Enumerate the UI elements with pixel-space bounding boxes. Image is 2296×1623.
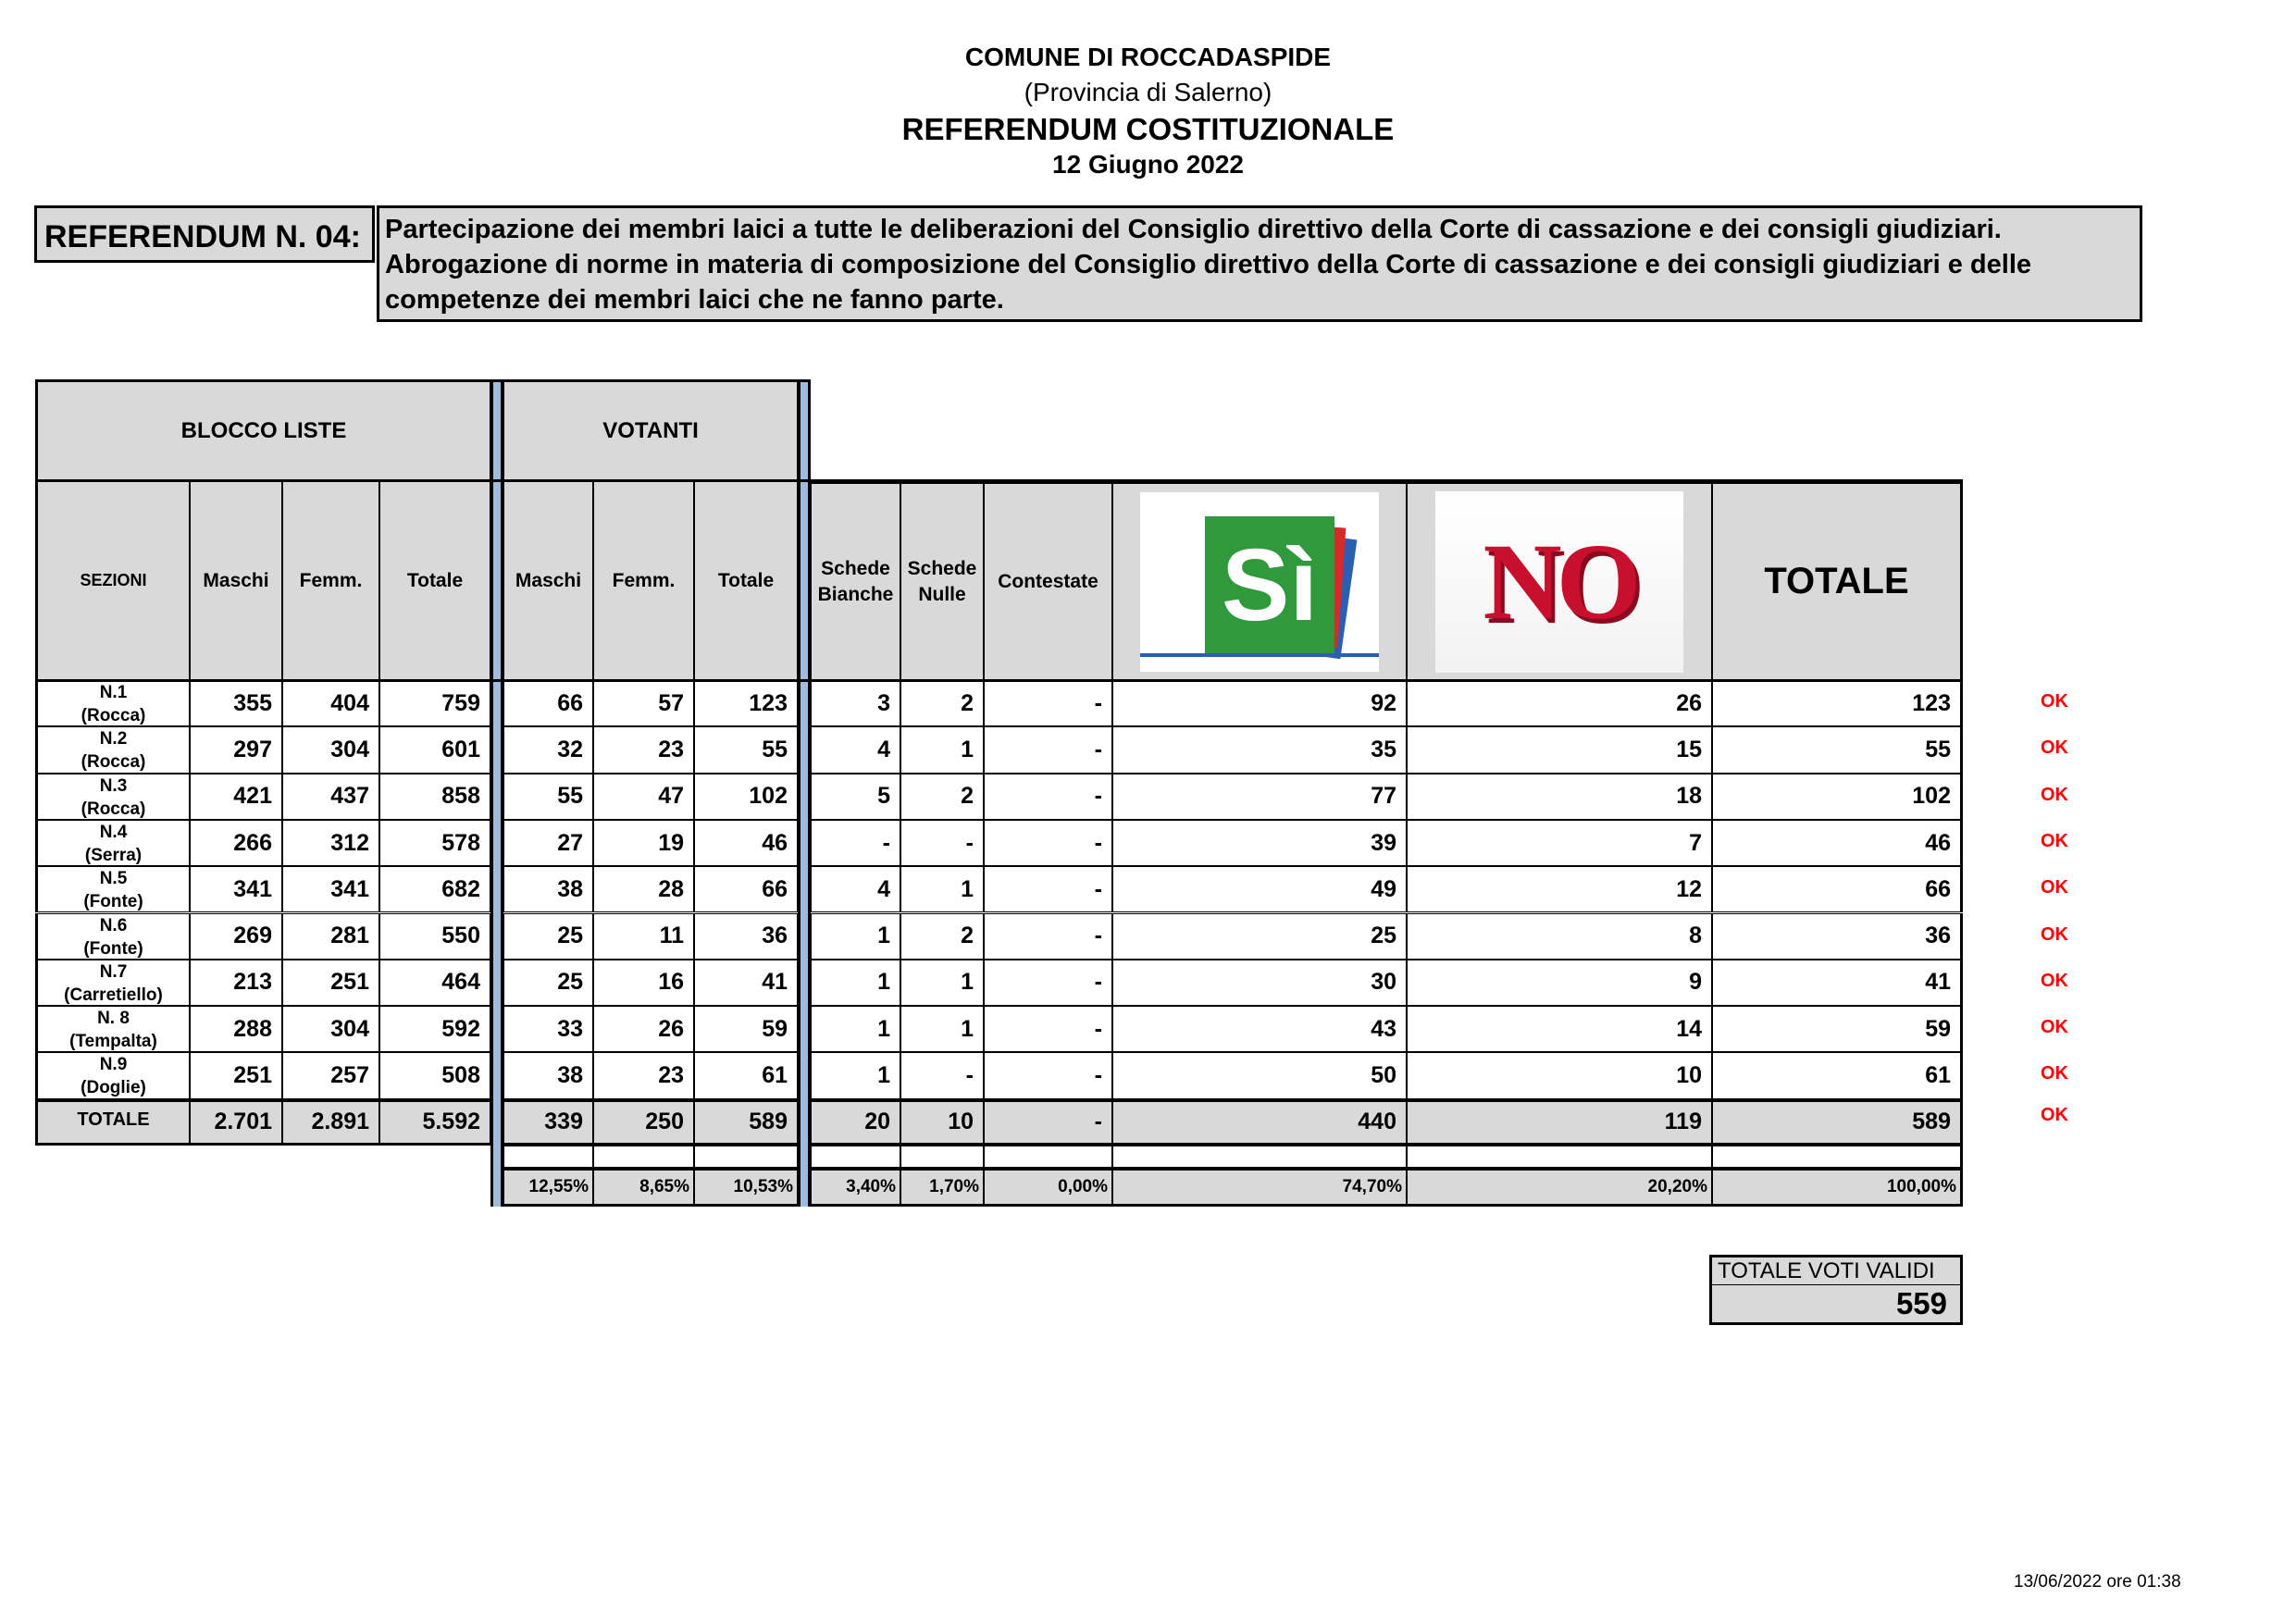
header-votanti-totale: Totale: [694, 481, 798, 680]
row-3-bf: 437: [282, 774, 379, 820]
separator-blocco-votanti: [490, 379, 503, 1207]
row-8-bm: 288: [190, 1006, 282, 1052]
bottom-border-header: [35, 679, 1963, 682]
row-4-vf: 19: [593, 820, 694, 866]
header-sezioni: SEZIONI: [35, 481, 190, 680]
referendum-description-line-1: Partecipazione dei membri laici a tutte le deliberazioni del Consiglio direttivo della Corte di cassazione e dei consigli giudiziari.: [385, 215, 2002, 244]
row-3-bm: 421: [190, 774, 282, 820]
row-6-vf: 11: [593, 913, 694, 960]
row-5-bt: 682: [379, 866, 490, 912]
header-schede-nulle-l2: Nulle: [918, 583, 966, 605]
row-7-sezione-num: N.7: [99, 961, 128, 982]
percent-vf: 8,65%: [593, 1170, 694, 1207]
row-6-bm: 269: [190, 913, 282, 960]
row-9-tot: 61: [1712, 1052, 1963, 1098]
row-9-sn: -: [900, 1052, 984, 1098]
row-4-co: -: [984, 820, 1112, 866]
row-5-sezione-loc: (Fonte): [83, 892, 143, 912]
si-logo-green-card: [1205, 516, 1334, 655]
row-1-sb: 3: [811, 680, 900, 726]
referendum-label: REFERENDUM N. 04:: [34, 205, 375, 263]
row-9-sezione-num: N.9: [99, 1055, 128, 1075]
row-3-sn: 2: [900, 774, 984, 820]
row-3-si: 77: [1112, 774, 1407, 820]
row-9-sezione: [35, 1052, 190, 1098]
row-8-ok: OK: [2041, 1017, 2068, 1038]
totale-bt: 5.592: [379, 1099, 490, 1146]
header-votanti-maschi: Maschi: [503, 481, 593, 680]
row-3-vm: 55: [503, 774, 593, 820]
row-1-no: 26: [1407, 680, 1712, 726]
row-7-bt: 464: [379, 960, 490, 1006]
row-6-ok: OK: [2041, 923, 2068, 945]
row-6-no: 8: [1407, 913, 1712, 960]
document-title: REFERENDUM COSTITUZIONALE: [901, 112, 1395, 146]
header-schede-bianche-l2: Bianche: [817, 583, 894, 605]
group-header-blocco-liste: BLOCCO LISTE: [35, 379, 490, 481]
no-logo-icon: [1435, 491, 1683, 673]
row-9-si: 50: [1112, 1052, 1407, 1098]
row-2-sezione: [35, 726, 190, 773]
row-9-vm: 38: [503, 1052, 593, 1098]
row-8-vf: 26: [593, 1006, 694, 1052]
row-6-vt: 36: [694, 913, 798, 960]
row-1-vt: 123: [694, 680, 798, 726]
row-2-ok: OK: [2041, 737, 2068, 759]
row-5-sn: 1: [900, 866, 984, 912]
row-8-tot: 59: [1712, 1006, 1963, 1052]
spacer-vt: [694, 1146, 798, 1170]
row-1-tot: 123: [1712, 680, 1963, 726]
referendum-description-line-2: Abrogazione di norme in materia di composizione del Consiglio direttivo della Corte di cassazione e dei consigli giudiziari e delle: [385, 250, 2032, 279]
row-1-vf: 57: [593, 680, 694, 726]
row-8-sb: 1: [811, 1006, 900, 1052]
row-5-vf: 28: [593, 866, 694, 912]
row-5-sb: 4: [811, 866, 900, 912]
header-si-logo: [1112, 481, 1407, 680]
row-7-vt: 41: [694, 960, 798, 1006]
row-9-ok: OK: [2041, 1063, 2068, 1084]
comune-title: COMUNE DI ROCCADASPIDE: [964, 43, 1332, 71]
mid-border-header: [35, 479, 811, 482]
row-4-si: 39: [1112, 820, 1407, 866]
timestamp: 13/06/2022 ore 01:38: [2014, 1572, 2181, 1592]
row-6-sezione-loc: (Fonte): [83, 938, 143, 959]
row-6-bf: 281: [282, 913, 379, 960]
header-schede-nulle: [900, 481, 984, 680]
row-4-bm: 266: [190, 820, 282, 866]
row-1-ok: OK: [2041, 691, 2068, 712]
row-5-no: 12: [1407, 866, 1712, 912]
row-8-sezione-num: N. 8: [97, 1009, 130, 1029]
row-9-bf: 257: [282, 1052, 379, 1098]
totale-ok: OK: [2041, 1104, 2068, 1125]
row-7-sezione-loc: (Carretiello): [64, 985, 163, 1005]
row-9-sb: 1: [811, 1052, 900, 1098]
percent-sn: 1,70%: [900, 1170, 984, 1207]
referendum-description: [377, 205, 2142, 322]
totale-vt: 589: [694, 1099, 798, 1146]
row-6-bt: 550: [379, 913, 490, 960]
top-border-header: [811, 479, 1963, 482]
row-4-bt: 578: [379, 820, 490, 866]
row-8-si: 43: [1112, 1006, 1407, 1052]
si-logo-text: Sì: [1222, 527, 1318, 642]
row-3-no: 18: [1407, 774, 1712, 820]
row-7-co: -: [984, 960, 1112, 1006]
totale-si: 440: [1112, 1099, 1407, 1146]
row-2-sezione-num: N.2: [99, 729, 128, 750]
row-6-co: -: [984, 913, 1112, 960]
row-6-vm: 25: [503, 913, 593, 960]
row-3-vf: 47: [593, 774, 694, 820]
spacer-sb: [811, 1146, 900, 1170]
row-4-sezione: [35, 820, 190, 866]
row-6-si: 25: [1112, 913, 1407, 960]
row-1-co: -: [984, 680, 1112, 726]
row-1-sn: 2: [900, 680, 984, 726]
row-1-sezione-num: N.1: [99, 683, 128, 702]
row-2-bf: 304: [282, 726, 379, 773]
row-8-bt: 592: [379, 1006, 490, 1052]
document-date: 12 Giugno 2022: [1052, 150, 1244, 179]
row-7-bf: 251: [282, 960, 379, 1006]
row-1-bt: 759: [379, 680, 490, 726]
spacer-co: [984, 1146, 1112, 1170]
row-3-sb: 5: [811, 774, 900, 820]
row-3-ok: OK: [2041, 784, 2068, 805]
row-3-tot: 102: [1712, 774, 1963, 820]
no-logo-text: NO: [1483, 520, 1636, 642]
row-2-si: 35: [1112, 726, 1407, 773]
row-4-sb: -: [811, 820, 900, 866]
row-7-si: 30: [1112, 960, 1407, 1006]
si-logo-icon: [1140, 492, 1379, 672]
row-3-vt: 102: [694, 774, 798, 820]
row-8-no: 14: [1407, 1006, 1712, 1052]
row-1-vm: 66: [503, 680, 593, 726]
totale-sn: 10: [900, 1099, 984, 1146]
row-7-sn: 1: [900, 960, 984, 1006]
row-2-sezione-loc: (Rocca): [81, 752, 146, 773]
row-8-bf: 304: [282, 1006, 379, 1052]
row-1-sezione-loc: (Rocca): [81, 706, 146, 725]
row-8-sezione-loc: (Tempalta): [69, 1032, 157, 1052]
row-5-ok: OK: [2041, 877, 2068, 898]
provincia-subtitle: (Provincia di Salerno): [1024, 78, 1272, 106]
row-4-sn: -: [900, 820, 984, 866]
row-7-ok: OK: [2041, 970, 2068, 991]
row-2-tot: 55: [1712, 726, 1963, 773]
row-4-bf: 312: [282, 820, 379, 866]
percent-vm: 12,55%: [503, 1170, 593, 1207]
totale-co: -: [984, 1099, 1112, 1146]
spacer-si: [1112, 1146, 1407, 1170]
row-8-co: -: [984, 1006, 1112, 1052]
row-5-vt: 66: [694, 866, 798, 912]
row-7-no: 9: [1407, 960, 1712, 1006]
row-2-bt: 601: [379, 726, 490, 773]
row-6-sezione: [35, 913, 190, 960]
row-8-sezione: [35, 1006, 190, 1052]
row-3-sezione-loc: (Rocca): [81, 799, 146, 819]
totale-vf: 250: [593, 1099, 694, 1146]
totale-sb: 20: [811, 1099, 900, 1146]
voti-validi-value: 559: [1709, 1284, 1963, 1325]
row-4-tot: 46: [1712, 820, 1963, 866]
row-3-co: -: [984, 774, 1112, 820]
row-4-ok: OK: [2041, 830, 2068, 851]
row-1-bf: 404: [282, 680, 379, 726]
row-5-bf: 341: [282, 866, 379, 912]
spacer-vf: [593, 1146, 694, 1170]
spacer-sn: [900, 1146, 984, 1170]
row-9-bt: 508: [379, 1052, 490, 1098]
header-schede-bianche: [811, 481, 900, 680]
row-6-sezione-num: N.6: [99, 915, 128, 935]
row-9-vf: 23: [593, 1052, 694, 1098]
row-9-bm: 251: [190, 1052, 282, 1098]
row-6-sn: 2: [900, 913, 984, 960]
row-9-no: 10: [1407, 1052, 1712, 1098]
row-9-vt: 61: [694, 1052, 798, 1098]
header-blocco-femm: Femm.: [282, 481, 379, 680]
row-5-si: 49: [1112, 866, 1407, 912]
percent-si: 74,70%: [1112, 1170, 1407, 1207]
header-blocco-totale: Totale: [379, 481, 490, 680]
voti-validi-label: TOTALE VOTI VALIDI: [1709, 1255, 1963, 1286]
row-6-sb: 1: [811, 913, 900, 960]
row-1-sezione: [35, 680, 190, 726]
row-8-sn: 1: [900, 1006, 984, 1052]
row-5-sezione-num: N.5: [99, 869, 128, 889]
row-7-sezione: [35, 960, 190, 1006]
header-schede-nulle-l1: Schede: [907, 557, 977, 579]
row-5-tot: 66: [1712, 866, 1963, 912]
percent-no: 20,20%: [1407, 1170, 1712, 1207]
row-7-sb: 1: [811, 960, 900, 1006]
percent-tot: 100,00%: [1712, 1170, 1963, 1207]
row-5-sezione: [35, 866, 190, 912]
row-5-vm: 38: [503, 866, 593, 912]
row-2-sb: 4: [811, 726, 900, 773]
row-2-vm: 32: [503, 726, 593, 773]
totale-no: 119: [1407, 1099, 1712, 1146]
row-5-co: -: [984, 866, 1112, 912]
percent-sb: 3,40%: [811, 1170, 900, 1207]
percent-co: 0,00%: [984, 1170, 1112, 1207]
row-3-sezione-num: N.3: [99, 775, 128, 796]
row-2-bm: 297: [190, 726, 282, 773]
top-border-group: [35, 379, 811, 382]
row-8-vm: 33: [503, 1006, 593, 1052]
row-1-si: 92: [1112, 680, 1407, 726]
totale-vm: 339: [503, 1099, 593, 1146]
row-7-vf: 16: [593, 960, 694, 1006]
row-3-sezione: [35, 774, 190, 820]
percent-vt: 10,53%: [694, 1170, 798, 1207]
row-2-vf: 23: [593, 726, 694, 773]
totale-bf: 2.891: [282, 1099, 379, 1146]
header-totale: TOTALE: [1712, 481, 1963, 680]
row-4-vt: 46: [694, 820, 798, 866]
row-4-sezione-loc: (Serra): [84, 845, 143, 865]
header-votanti-femm: Femm.: [593, 481, 694, 680]
header-schede-bianche-l1: Schede: [821, 557, 890, 579]
header-contestate: Contestate: [984, 481, 1112, 680]
row-9-co: -: [984, 1052, 1112, 1098]
row-4-vm: 27: [503, 820, 593, 866]
row-8-vt: 59: [694, 1006, 798, 1052]
row-5-bm: 341: [190, 866, 282, 912]
row-2-vt: 55: [694, 726, 798, 773]
spacer-tot: [1712, 1146, 1963, 1170]
header-blocco-maschi: Maschi: [190, 481, 282, 680]
si-logo-base-line: [1140, 653, 1379, 657]
totale-bm: 2.701: [190, 1099, 282, 1146]
row-7-tot: 41: [1712, 960, 1963, 1006]
group-header-votanti: VOTANTI: [503, 379, 798, 481]
row-7-vm: 25: [503, 960, 593, 1006]
totale-label: TOTALE: [35, 1099, 190, 1146]
spacer-no: [1407, 1146, 1712, 1170]
row-6-tot: 36: [1712, 913, 1963, 960]
referendum-description-line-3: competenze dei membri laici che ne fanno parte.: [385, 285, 1004, 315]
row-1-bm: 355: [190, 680, 282, 726]
row-7-bm: 213: [190, 960, 282, 1006]
row-2-co: -: [984, 726, 1112, 773]
row-2-sn: 1: [900, 726, 984, 773]
totale-tot: 589: [1712, 1099, 1963, 1146]
row-2-no: 15: [1407, 726, 1712, 773]
row-3-bt: 858: [379, 774, 490, 820]
spacer-vm: [503, 1146, 593, 1170]
row-4-sezione-num: N.4: [99, 822, 128, 842]
header-no-logo: [1407, 481, 1712, 680]
row-4-no: 7: [1407, 820, 1712, 866]
row-9-sezione-loc: (Doglie): [81, 1078, 146, 1098]
separator-votanti-schede: [798, 379, 811, 1207]
